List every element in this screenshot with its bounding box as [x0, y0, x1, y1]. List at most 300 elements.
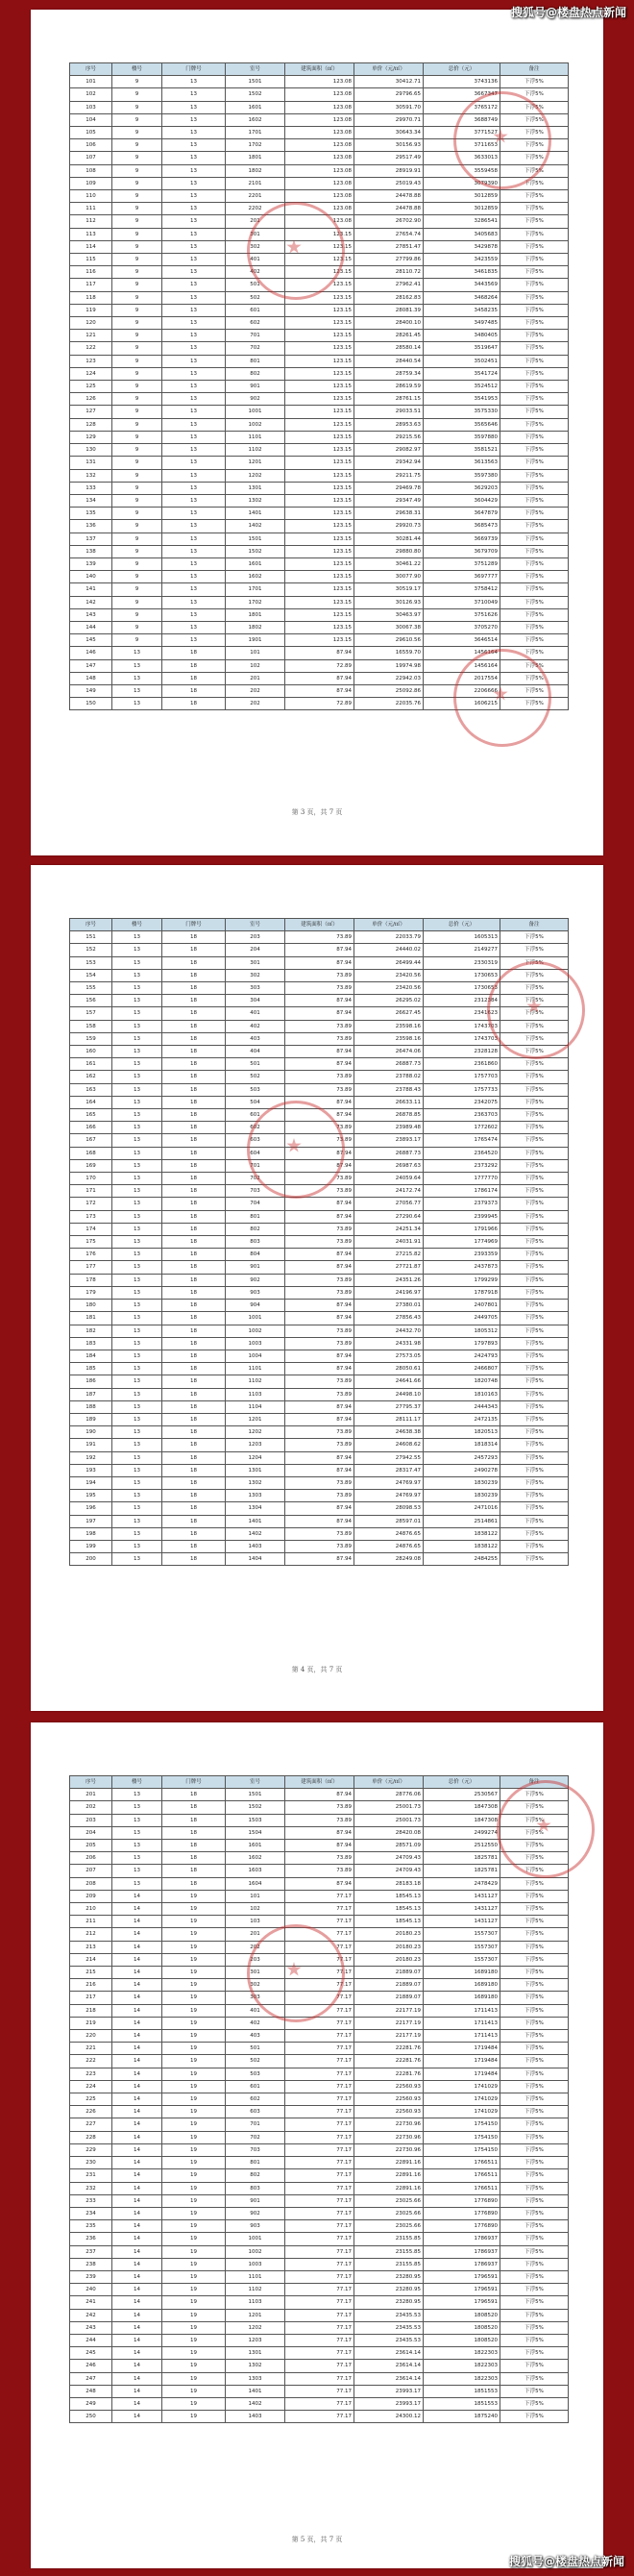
table-cell: 下浮5%: [500, 1083, 569, 1096]
table-cell: 3443569: [424, 279, 500, 291]
table-header: [70, 63, 569, 76]
table-cell: 2424793: [424, 1350, 500, 1362]
table-cell: 77.17: [285, 1916, 354, 1928]
table-cell: 1689180: [424, 1979, 500, 1992]
table-cell: 210: [70, 1903, 112, 1916]
table-cell: 153: [70, 956, 112, 969]
table-cell: 29638.31: [354, 508, 424, 520]
table-cell: 24059.64: [354, 1173, 424, 1185]
table-cell: 77.17: [285, 2131, 354, 2143]
table-cell: 1001: [226, 1312, 285, 1325]
table-cell: 3597880: [424, 431, 500, 443]
table-cell: 87.94: [285, 1464, 354, 1476]
header-row: [70, 63, 569, 76]
table-cell: 701: [226, 1159, 285, 1172]
table-cell: 140: [70, 571, 112, 583]
column-header: 单价（元/㎡）: [354, 919, 424, 931]
table-cell: 14: [112, 2055, 162, 2068]
table-cell: 1730653: [424, 982, 500, 995]
table-row: [70, 1826, 569, 1839]
table-cell: 18: [162, 1122, 226, 1134]
table-row: [70, 1046, 569, 1058]
table-cell: 13: [162, 164, 226, 177]
table-row: [70, 2397, 569, 2410]
table-cell: 27573.05: [354, 1350, 424, 1362]
table-cell: 29517.49: [354, 152, 424, 164]
table-cell: 27654.74: [354, 228, 424, 240]
table-cell: 1301: [226, 2347, 285, 2360]
table-cell: 14: [112, 2296, 162, 2309]
table-cell: 128: [70, 418, 112, 431]
table-cell: 19: [162, 1941, 226, 1953]
table-cell: 150: [70, 698, 112, 710]
official-seal: [497, 1780, 595, 1878]
table-cell: 1776890: [424, 2220, 500, 2233]
table-cell: 18: [162, 1020, 226, 1032]
table-cell: 13: [162, 76, 226, 88]
table-cell: 123.15: [285, 621, 354, 633]
table-cell: 123.15: [285, 431, 354, 443]
table-row: [70, 2093, 569, 2106]
table-cell: 77.17: [285, 1953, 354, 1966]
table-cell: 下浮5%: [500, 164, 569, 177]
table-row: [70, 482, 569, 494]
table-cell: 18: [162, 1363, 226, 1375]
table-cell: 2379373: [424, 1198, 500, 1210]
table-cell: 182: [70, 1325, 112, 1337]
table-cell: 102: [226, 1903, 285, 1916]
table-cell: 18: [162, 1400, 226, 1413]
table-cell: 29880.80: [354, 545, 424, 557]
table-cell: 13: [162, 127, 226, 139]
table-cell: 19: [162, 2347, 226, 2360]
table-cell: 73.89: [285, 969, 354, 981]
table-cell: 22730.96: [354, 2118, 424, 2131]
table-cell: 23989.48: [354, 1122, 424, 1134]
table-cell: 73.89: [285, 1439, 354, 1451]
table-cell: 29920.73: [354, 520, 424, 533]
table-cell: 29347.49: [354, 494, 424, 507]
table-cell: 下浮5%: [500, 634, 569, 647]
table-cell: 803: [226, 2182, 285, 2194]
table-cell: 1822303: [424, 2360, 500, 2372]
table-cell: 13: [112, 1337, 162, 1350]
table-cell: 下浮5%: [500, 101, 569, 113]
table-cell: 204: [226, 944, 285, 956]
table-cell: 73.89: [285, 1801, 354, 1814]
column-header: 建筑面积（㎡）: [285, 919, 354, 931]
table-cell: 19: [162, 2182, 226, 2194]
table-cell: 120: [70, 317, 112, 330]
table-cell: 22281.76: [354, 2055, 424, 2068]
table-cell: 3705270: [424, 621, 500, 633]
table-cell: 9: [112, 355, 162, 367]
table-cell: 18: [162, 1865, 226, 1877]
table-cell: 184: [70, 1350, 112, 1362]
table-cell: 下浮5%: [500, 995, 569, 1007]
table-cell: 87.94: [285, 1261, 354, 1274]
table-cell: 27795.37: [354, 1400, 424, 1413]
table-cell: 下浮5%: [500, 1865, 569, 1877]
table-cell: 13: [112, 659, 162, 672]
table-cell: 13: [112, 1814, 162, 1826]
table-cell: 191: [70, 1439, 112, 1451]
table-cell: 下浮5%: [500, 1210, 569, 1223]
table-cell: 22035.76: [354, 698, 424, 710]
table-cell: 13: [162, 367, 226, 380]
table-cell: 1204: [226, 1451, 285, 1464]
table-cell: 3575330: [424, 406, 500, 418]
table-row: [70, 634, 569, 647]
table-cell: 703: [226, 1185, 285, 1198]
table-cell: 13: [162, 139, 226, 152]
table-cell: 下浮5%: [500, 1992, 569, 2004]
table-row: [70, 76, 569, 88]
table-cell: 108: [70, 164, 112, 177]
table-cell: 14: [112, 2270, 162, 2283]
table-cell: 13: [112, 1801, 162, 1814]
table-row: [70, 2106, 569, 2118]
table-cell: 1203: [226, 1439, 285, 1451]
table-row: [70, 1464, 569, 1476]
table-cell: 下浮5%: [500, 1109, 569, 1122]
table-cell: 下浮5%: [500, 1890, 569, 1902]
table-cell: 303: [226, 1992, 285, 2004]
table-cell: 1754150: [424, 2118, 500, 2131]
table-cell: 205: [70, 1840, 112, 1852]
table-cell: 14: [112, 2157, 162, 2169]
table-cell: 103: [70, 101, 112, 113]
table-cell: 2484255: [424, 1553, 500, 1566]
table-row: [70, 1350, 569, 1362]
table-cell: 9: [112, 608, 162, 621]
table-cell: 18: [162, 698, 226, 710]
table-cell: 下浮5%: [500, 2143, 569, 2156]
table-cell: 1689180: [424, 1992, 500, 2004]
table-row: [70, 1865, 569, 1877]
table-cell: 14: [112, 2233, 162, 2245]
table-cell: 73.89: [285, 1223, 354, 1235]
table-cell: 123.15: [285, 634, 354, 647]
table-cell: 9: [112, 571, 162, 583]
table-cell: 123.15: [285, 228, 354, 240]
table-cell: 234: [70, 2207, 112, 2219]
table-cell: 87.94: [285, 672, 354, 684]
table-cell: 13: [112, 1249, 162, 1261]
table-cell: 26633.11: [354, 1096, 424, 1108]
table-cell: 18: [162, 1032, 226, 1045]
table-cell: 13: [162, 621, 226, 633]
table-cell: 13: [162, 583, 226, 596]
table-cell: 13: [162, 88, 226, 101]
document-page: [31, 865, 603, 1711]
table-cell: 501: [226, 2043, 285, 2055]
table-cell: 1743703: [424, 1032, 500, 1045]
table-cell: 19: [162, 1953, 226, 1966]
table-row: [70, 2334, 569, 2346]
table-cell: 1743703: [424, 1020, 500, 1032]
table-cell: 下浮5%: [500, 190, 569, 203]
table-cell: 201: [70, 1789, 112, 1801]
table-cell: 1304: [226, 1502, 285, 1515]
table-cell: 下浮5%: [500, 266, 569, 279]
table-cell: 114: [70, 240, 112, 253]
table-cell: 1719484: [424, 2068, 500, 2080]
table-cell: 30126.93: [354, 596, 424, 608]
table-cell: 211: [70, 1916, 112, 1928]
table-cell: 504: [226, 1096, 285, 1108]
table-cell: 1102: [226, 444, 285, 457]
table-cell: 13: [112, 1515, 162, 1527]
table-row: [70, 1540, 569, 1552]
table-cell: 3012859: [424, 203, 500, 215]
table-cell: 123.15: [285, 545, 354, 557]
table-cell: 下浮5%: [500, 1400, 569, 1413]
table-cell: 18: [162, 1083, 226, 1096]
table-cell: 123.08: [285, 76, 354, 88]
table-cell: 19: [162, 1903, 226, 1916]
table-cell: 22560.93: [354, 2106, 424, 2118]
table-cell: 27380.01: [354, 1300, 424, 1312]
table-cell: 23993.17: [354, 2397, 424, 2410]
table-cell: 702: [226, 2131, 285, 2143]
table-cell: 18: [162, 1325, 226, 1337]
table-cell: 下浮5%: [500, 1325, 569, 1337]
table-cell: 24331.98: [354, 1337, 424, 1350]
table-row: [70, 2372, 569, 2385]
table-cell: 9: [112, 621, 162, 633]
table-row: [70, 1300, 569, 1312]
table-cell: 18: [162, 1502, 226, 1515]
table-cell: 下浮5%: [500, 1439, 569, 1451]
official-seal: [247, 1101, 345, 1199]
table-cell: 18: [162, 1451, 226, 1464]
table-cell: 13: [162, 266, 226, 279]
table-cell: 603: [226, 2106, 285, 2118]
table-cell: 23614.14: [354, 2372, 424, 2385]
table-cell: 13: [112, 1840, 162, 1852]
header-row: [70, 919, 569, 931]
table-cell: 1602: [226, 1852, 285, 1865]
table-cell: 1754150: [424, 2143, 500, 2156]
table-cell: 下浮5%: [500, 330, 569, 342]
table-cell: 87.94: [285, 1159, 354, 1172]
table-cell: 183: [70, 1337, 112, 1350]
table-cell: 1851553: [424, 2385, 500, 2397]
table-cell: 24769.97: [354, 1476, 424, 1489]
table-cell: 1830239: [424, 1476, 500, 1489]
table-cell: 209: [70, 1890, 112, 1902]
table-cell: 1403: [226, 1540, 285, 1552]
table-cell: 下浮5%: [500, 2360, 569, 2372]
table-cell: 19: [162, 2397, 226, 2410]
table-cell: 2399945: [424, 1210, 500, 1223]
table-cell: 139: [70, 557, 112, 570]
table-cell: 203: [70, 1814, 112, 1826]
table-cell: 3461835: [424, 266, 500, 279]
table-cell: 123.15: [285, 291, 354, 304]
table-cell: 159: [70, 1032, 112, 1045]
table-cell: 73.89: [285, 1071, 354, 1083]
table-cell: 20180.23: [354, 1928, 424, 1941]
table-cell: 9: [112, 240, 162, 253]
table-cell: 13: [112, 1464, 162, 1476]
table-cell: 22033.79: [354, 931, 424, 944]
table-cell: 14: [112, 1916, 162, 1928]
table-cell: 13: [112, 1388, 162, 1400]
table-cell: 199: [70, 1540, 112, 1552]
table-cell: 77.17: [285, 2360, 354, 2372]
table-cell: 下浮5%: [500, 545, 569, 557]
table-cell: 下浮5%: [500, 2030, 569, 2043]
table-cell: 13: [112, 1210, 162, 1223]
table-cell: 215: [70, 1967, 112, 1979]
table-cell: 2466807: [424, 1363, 500, 1375]
table-cell: 9: [112, 203, 162, 215]
table-row: [70, 2270, 569, 2283]
table-row: [70, 2245, 569, 2258]
table-row: [70, 2055, 569, 2068]
table-cell: 14: [112, 2284, 162, 2296]
table-row: [70, 2017, 569, 2029]
table-cell: 24709.43: [354, 1852, 424, 1865]
table-cell: 13: [112, 1007, 162, 1020]
table-cell: 3613563: [424, 457, 500, 469]
table-row: [70, 1877, 569, 1890]
table-cell: 24478.88: [354, 190, 424, 203]
table-cell: 206: [70, 1852, 112, 1865]
table-cell: 404: [226, 1046, 285, 1058]
table-cell: 18: [162, 647, 226, 659]
table-cell: 87.94: [285, 995, 354, 1007]
table-cell: 下浮5%: [500, 1274, 569, 1286]
table-cell: 13: [162, 279, 226, 291]
table-cell: 801: [226, 355, 285, 367]
table-cell: 2472135: [424, 1413, 500, 1425]
table-cell: 下浮5%: [500, 2411, 569, 2423]
table-row: [70, 2030, 569, 2043]
table-cell: 1004: [226, 1350, 285, 1362]
table-cell: 167: [70, 1134, 112, 1147]
table-cell: 193: [70, 1464, 112, 1476]
table-cell: 1820513: [424, 1426, 500, 1439]
table-cell: 123.08: [285, 139, 354, 152]
table-cell: 18: [162, 1826, 226, 1839]
table-cell: 3559458: [424, 164, 500, 177]
table-row: [70, 931, 569, 944]
table-cell: 14: [112, 2093, 162, 2106]
table-cell: 1796591: [424, 2284, 500, 2296]
table-cell: 下浮5%: [500, 1020, 569, 1032]
table-cell: 2202: [226, 203, 285, 215]
table-cell: 下浮5%: [500, 304, 569, 316]
table-cell: 109: [70, 177, 112, 189]
table-cell: 73.89: [285, 1286, 354, 1299]
table-cell: 198: [70, 1527, 112, 1540]
table-cell: 13: [162, 608, 226, 621]
table-cell: 77.17: [285, 2207, 354, 2219]
table-cell: 147: [70, 659, 112, 672]
table-cell: 13: [162, 418, 226, 431]
table-cell: 1847308: [424, 1814, 500, 1826]
table-cell: 1302: [226, 494, 285, 507]
table-cell: 77.17: [285, 2194, 354, 2207]
column-header: 建筑面积（㎡）: [285, 63, 354, 76]
table-row: [70, 2194, 569, 2207]
table-cell: 73.89: [285, 931, 354, 944]
table-cell: 401: [226, 2004, 285, 2017]
table-row: [70, 1223, 569, 1235]
table-row: [70, 2220, 569, 2233]
table-cell: 3423559: [424, 254, 500, 266]
table-cell: 702: [226, 1173, 285, 1185]
table-cell: 下浮5%: [500, 406, 569, 418]
table-cell: 3751626: [424, 608, 500, 621]
table-cell: 102: [226, 659, 285, 672]
table-cell: 1801: [226, 152, 285, 164]
table-cell: 1791966: [424, 1223, 500, 1235]
column-header: 序号: [70, 919, 112, 931]
table-cell: 22891.16: [354, 2182, 424, 2194]
table-cell: 123.15: [285, 367, 354, 380]
table-cell: 23893.17: [354, 1134, 424, 1147]
table-cell: 240: [70, 2284, 112, 2296]
table-cell: 130: [70, 444, 112, 457]
table-cell: 302: [226, 240, 285, 253]
table-cell: 249: [70, 2397, 112, 2410]
table-cell: 14: [112, 1953, 162, 1966]
table-cell: 下浮5%: [500, 982, 569, 995]
table-cell: 1766511: [424, 2182, 500, 2194]
table-cell: 13: [162, 545, 226, 557]
table-cell: 903: [226, 1286, 285, 1299]
table-row: [70, 1527, 569, 1540]
table-cell: 118: [70, 291, 112, 304]
table-cell: 下浮5%: [500, 240, 569, 253]
table-cell: 19: [162, 1992, 226, 2004]
table-cell: 9: [112, 330, 162, 342]
table-cell: 29796.65: [354, 88, 424, 101]
table-cell: 1796591: [424, 2270, 500, 2283]
table-row: [70, 1439, 569, 1451]
table-cell: 9: [112, 482, 162, 494]
table-cell: 13: [112, 1096, 162, 1108]
table-cell: 29970.71: [354, 113, 424, 126]
table-cell: 下浮5%: [500, 1388, 569, 1400]
table-cell: 124: [70, 367, 112, 380]
table-cell: 23788.02: [354, 1071, 424, 1083]
table-cell: 18: [162, 672, 226, 684]
table-cell: 16559.70: [354, 647, 424, 659]
table-cell: 250: [70, 2411, 112, 2423]
table-cell: 123.15: [285, 583, 354, 596]
table-cell: 下浮5%: [500, 127, 569, 139]
table-cell: 236: [70, 2233, 112, 2245]
table-cell: 87.94: [285, 1312, 354, 1325]
table-cell: 123.15: [285, 571, 354, 583]
table-cell: 3519647: [424, 342, 500, 355]
table-cell: 22891.16: [354, 2169, 424, 2182]
table-cell: 1808520: [424, 2334, 500, 2346]
table-cell: 172: [70, 1198, 112, 1210]
table-cell: 19: [162, 2143, 226, 2156]
table-cell: 26887.73: [354, 1147, 424, 1159]
table-cell: 18: [162, 1134, 226, 1147]
table-cell: 602: [226, 2093, 285, 2106]
table-cell: 28081.39: [354, 304, 424, 316]
table-cell: 77.17: [285, 2017, 354, 2029]
table-row: [70, 1337, 569, 1350]
